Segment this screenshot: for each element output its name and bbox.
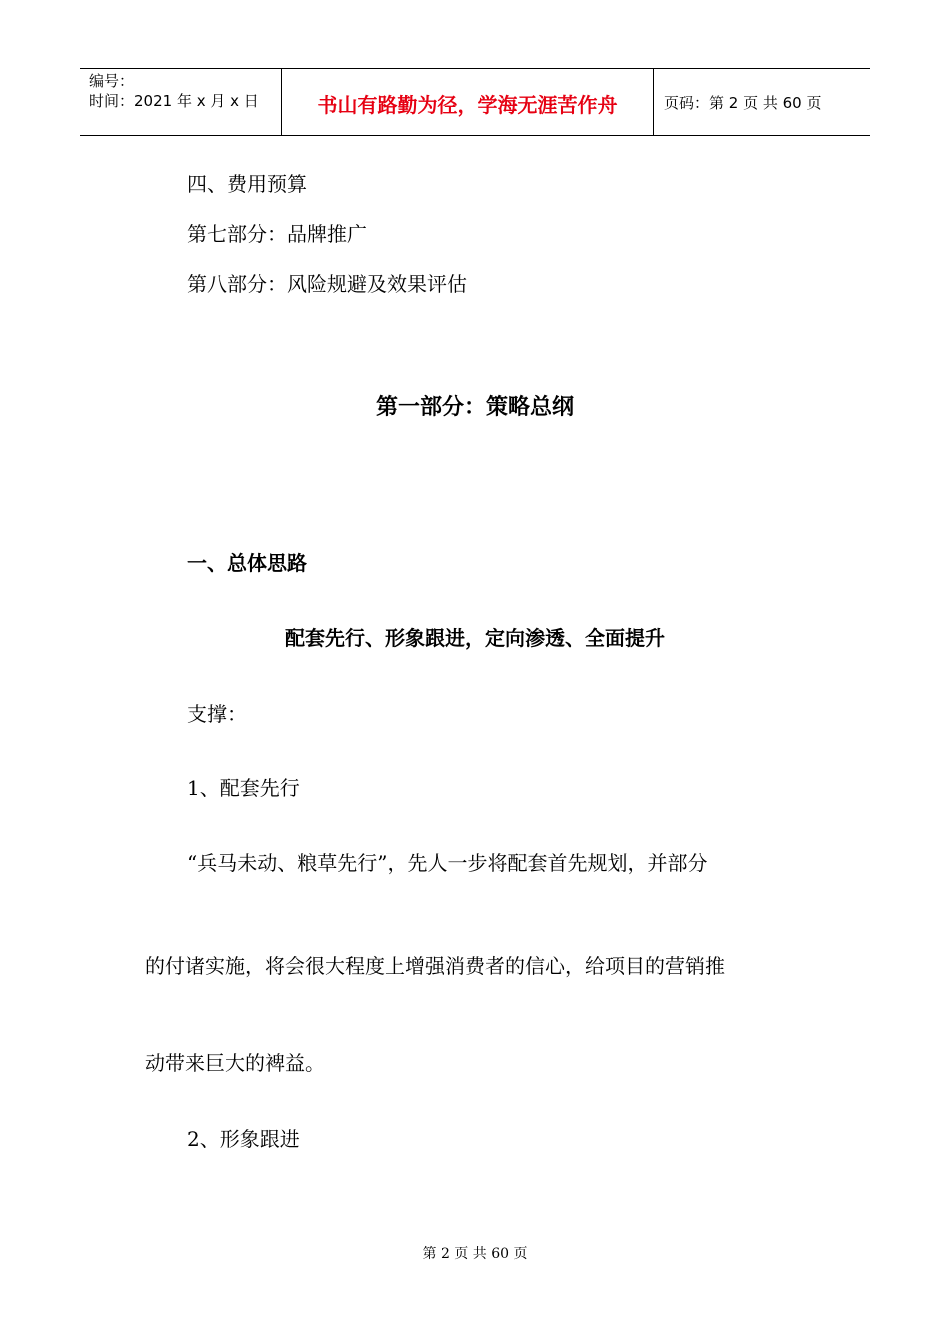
document-date: 时间：2021 年 x 月 x 日: [89, 92, 259, 110]
header-meta: [80, 69, 282, 135]
page-footer: 第 2 页 共 60 页: [422, 1246, 528, 1262]
support-label: 支撑：: [187, 702, 247, 726]
section-title: 第一部分：策略总纲: [375, 395, 574, 420]
toc-item-brand-promotion: 第七部分：品牌推广: [187, 222, 367, 246]
point-1-paragraph-line: “兵马未动、粮草先行”，先人一步将配套首先规划，并部分: [187, 851, 708, 875]
toc-item-risk-evaluation: 第八部分：风险规避及效果评估: [187, 272, 467, 296]
header-motto: 书山有路勤为径，学海无涯苦作舟: [282, 69, 654, 135]
document-number-label: 编号：: [89, 72, 135, 90]
subsection-heading: 一、总体思路: [187, 551, 307, 575]
point-2-title: 2、形象跟进: [187, 1127, 300, 1151]
toc-item-budget: 四、费用预算: [187, 172, 307, 196]
strategy-slogan: 配套先行、形象跟进，定向渗透、全面提升: [285, 626, 665, 650]
point-1-title: 1、配套先行: [187, 776, 300, 800]
page-header: [80, 68, 870, 136]
header-page-info: 页码：第 2 页 共 60 页: [664, 93, 822, 112]
point-1-paragraph-line: 的付诸实施，将会很大程度上增强消费者的信心，给项目的营销推: [145, 954, 725, 978]
point-1-paragraph-line: 动带来巨大的裨益。: [145, 1051, 325, 1075]
